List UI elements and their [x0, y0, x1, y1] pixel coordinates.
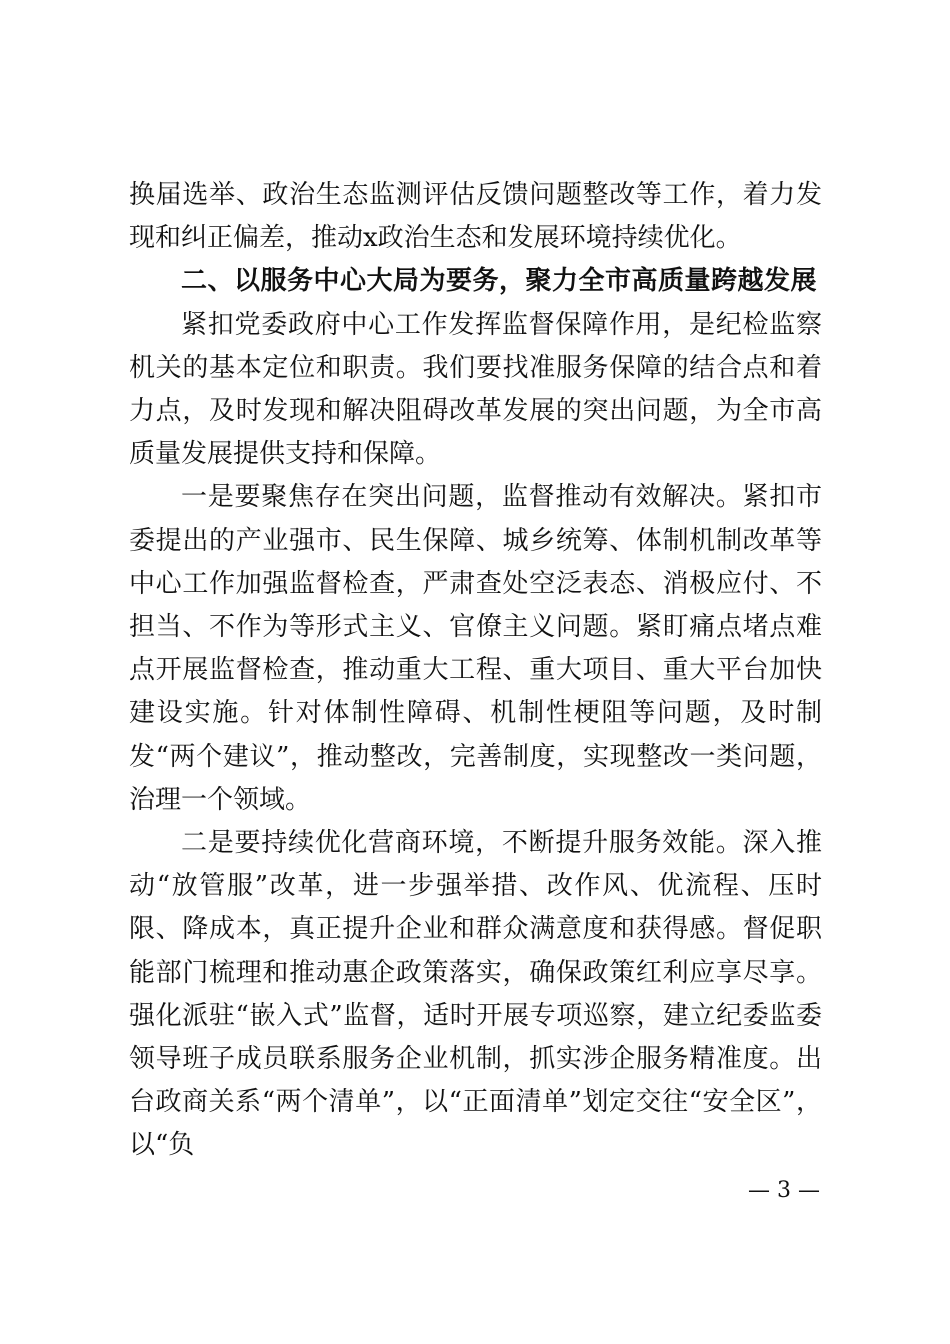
point-two-paragraph: 二是要持续优化营商环境，不断提升服务效能。深入推动“放管服”改革，进一步强举措、改作风、优流程、压时限、降成本，真正提升企业和群众满意度和获得感。督促职能部门梳理和推动惠企政策落实，确保政策红利应享尽享。强化派驻“嵌入式”监督，适时开展专项巡察，建立纪委监委领导班子成员联系服务企业机制，抓实涉企服务精准度。出台政商关系“两个清单”，以“正面清单”划定交往“安全区”，以“负 [129, 828, 822, 1161]
point-one-paragraph: 一是要聚焦存在突出问题，监督推动有效解决。紧扣市委提出的产业强市、民生保障、城乡统筹、体制机制改革等中心工作加强监督检查，严肃查处空泛表态、消极应付、不担当、不作为等形式主义、官僚主义问题。紧盯痛点堵点难点开展监督检查，推动重大工程、重大项目、重大平台加快建设实施。针对体制性障碍、机制性梗阻等问题，及时制发“两个建议”，推动整改，完善制度，实现整改一类问题，治理一个领域。 [129, 482, 822, 815]
section-heading: 二、以服务中心大局为要务，聚力全市高质量跨越发展 [181, 266, 818, 297]
continuation-paragraph: 换届选举、政治生态监测评估反馈问题整改等工作，着力发现和纠正偏差，推动x政治生态和发展环境持续优化。 [129, 180, 822, 254]
document-body [129, 174, 822, 1168]
page-number: — 3 — [748, 1178, 820, 1203]
intro-paragraph: 紧扣党委政府中心工作发挥监督保障作用，是纪检监察机关的基本定位和职责。我们要找准服务保障的结合点和着力点，及时发现和解决阻碍改革发展的突出问题，为全市高质量发展提供支持和保障。 [129, 309, 822, 470]
